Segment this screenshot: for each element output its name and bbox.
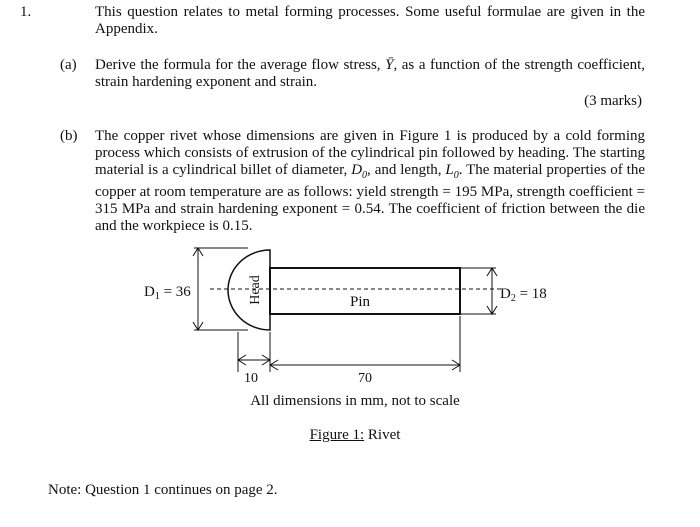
head-label: Head bbox=[248, 275, 263, 305]
pin-label: Pin bbox=[349, 294, 371, 310]
question-intro: This question relates to metal forming processes. Some useful formulae are given in the Appendix. bbox=[95, 4, 645, 37]
flow-stress-symbol: Ȳ bbox=[385, 57, 394, 73]
part-a-text-2: , as a function of the strength coefficient, strain hardening exponent and strain. bbox=[95, 57, 646, 90]
part-a-marks: (3 marks) bbox=[584, 93, 642, 109]
rivet-figure bbox=[130, 240, 570, 410]
head-length-label: 10 bbox=[244, 371, 258, 386]
figure-caption bbox=[0, 427, 700, 444]
d0-symbol: $D_0$ bbox=[351, 162, 368, 181]
l0-symbol: $L_0$ bbox=[445, 162, 459, 181]
part-a-label: (a) bbox=[60, 57, 77, 73]
figure-caption-title: Rivet bbox=[364, 427, 401, 443]
continuation-note: Note: Question 1 continues on page 2. bbox=[48, 482, 278, 498]
question-number: 1. bbox=[20, 4, 32, 20]
figure-caption-label: Figure 1: bbox=[309, 427, 365, 443]
d2-label: $D_2 = 18$ bbox=[500, 286, 547, 304]
part-a-text bbox=[95, 57, 645, 91]
part-b-text-3: . The material properties of the copper at room temperature are as follows: yield strength = 195 MPa, strength coefficient = 315 MPa and strain hardening exponent = 0.54. The coefficient of friction between the die and the workpiece is 0.15. bbox=[95, 162, 645, 234]
part-b-text-1: The copper rivet whose dimensions are given in Figure 1 is produced by a cold forming process which consists of extrusion of the cylindrical pin followed by heading. The starting material is a cylindrical billet of diameter, bbox=[95, 128, 645, 178]
length-dimensions bbox=[238, 316, 460, 372]
d1-label: $D_1 = 36$ bbox=[144, 284, 191, 302]
part-b-text-2: , and length, bbox=[367, 162, 446, 178]
part-b-label: (b) bbox=[60, 128, 78, 144]
pin-length-label: 70 bbox=[358, 371, 372, 386]
dimensions-note: All dimensions in mm, not to scale bbox=[250, 393, 460, 409]
part-b-text bbox=[95, 128, 645, 235]
d2-dimension bbox=[460, 268, 497, 314]
part-a-text-1: Derive the formula for the average flow stress, bbox=[95, 57, 386, 73]
